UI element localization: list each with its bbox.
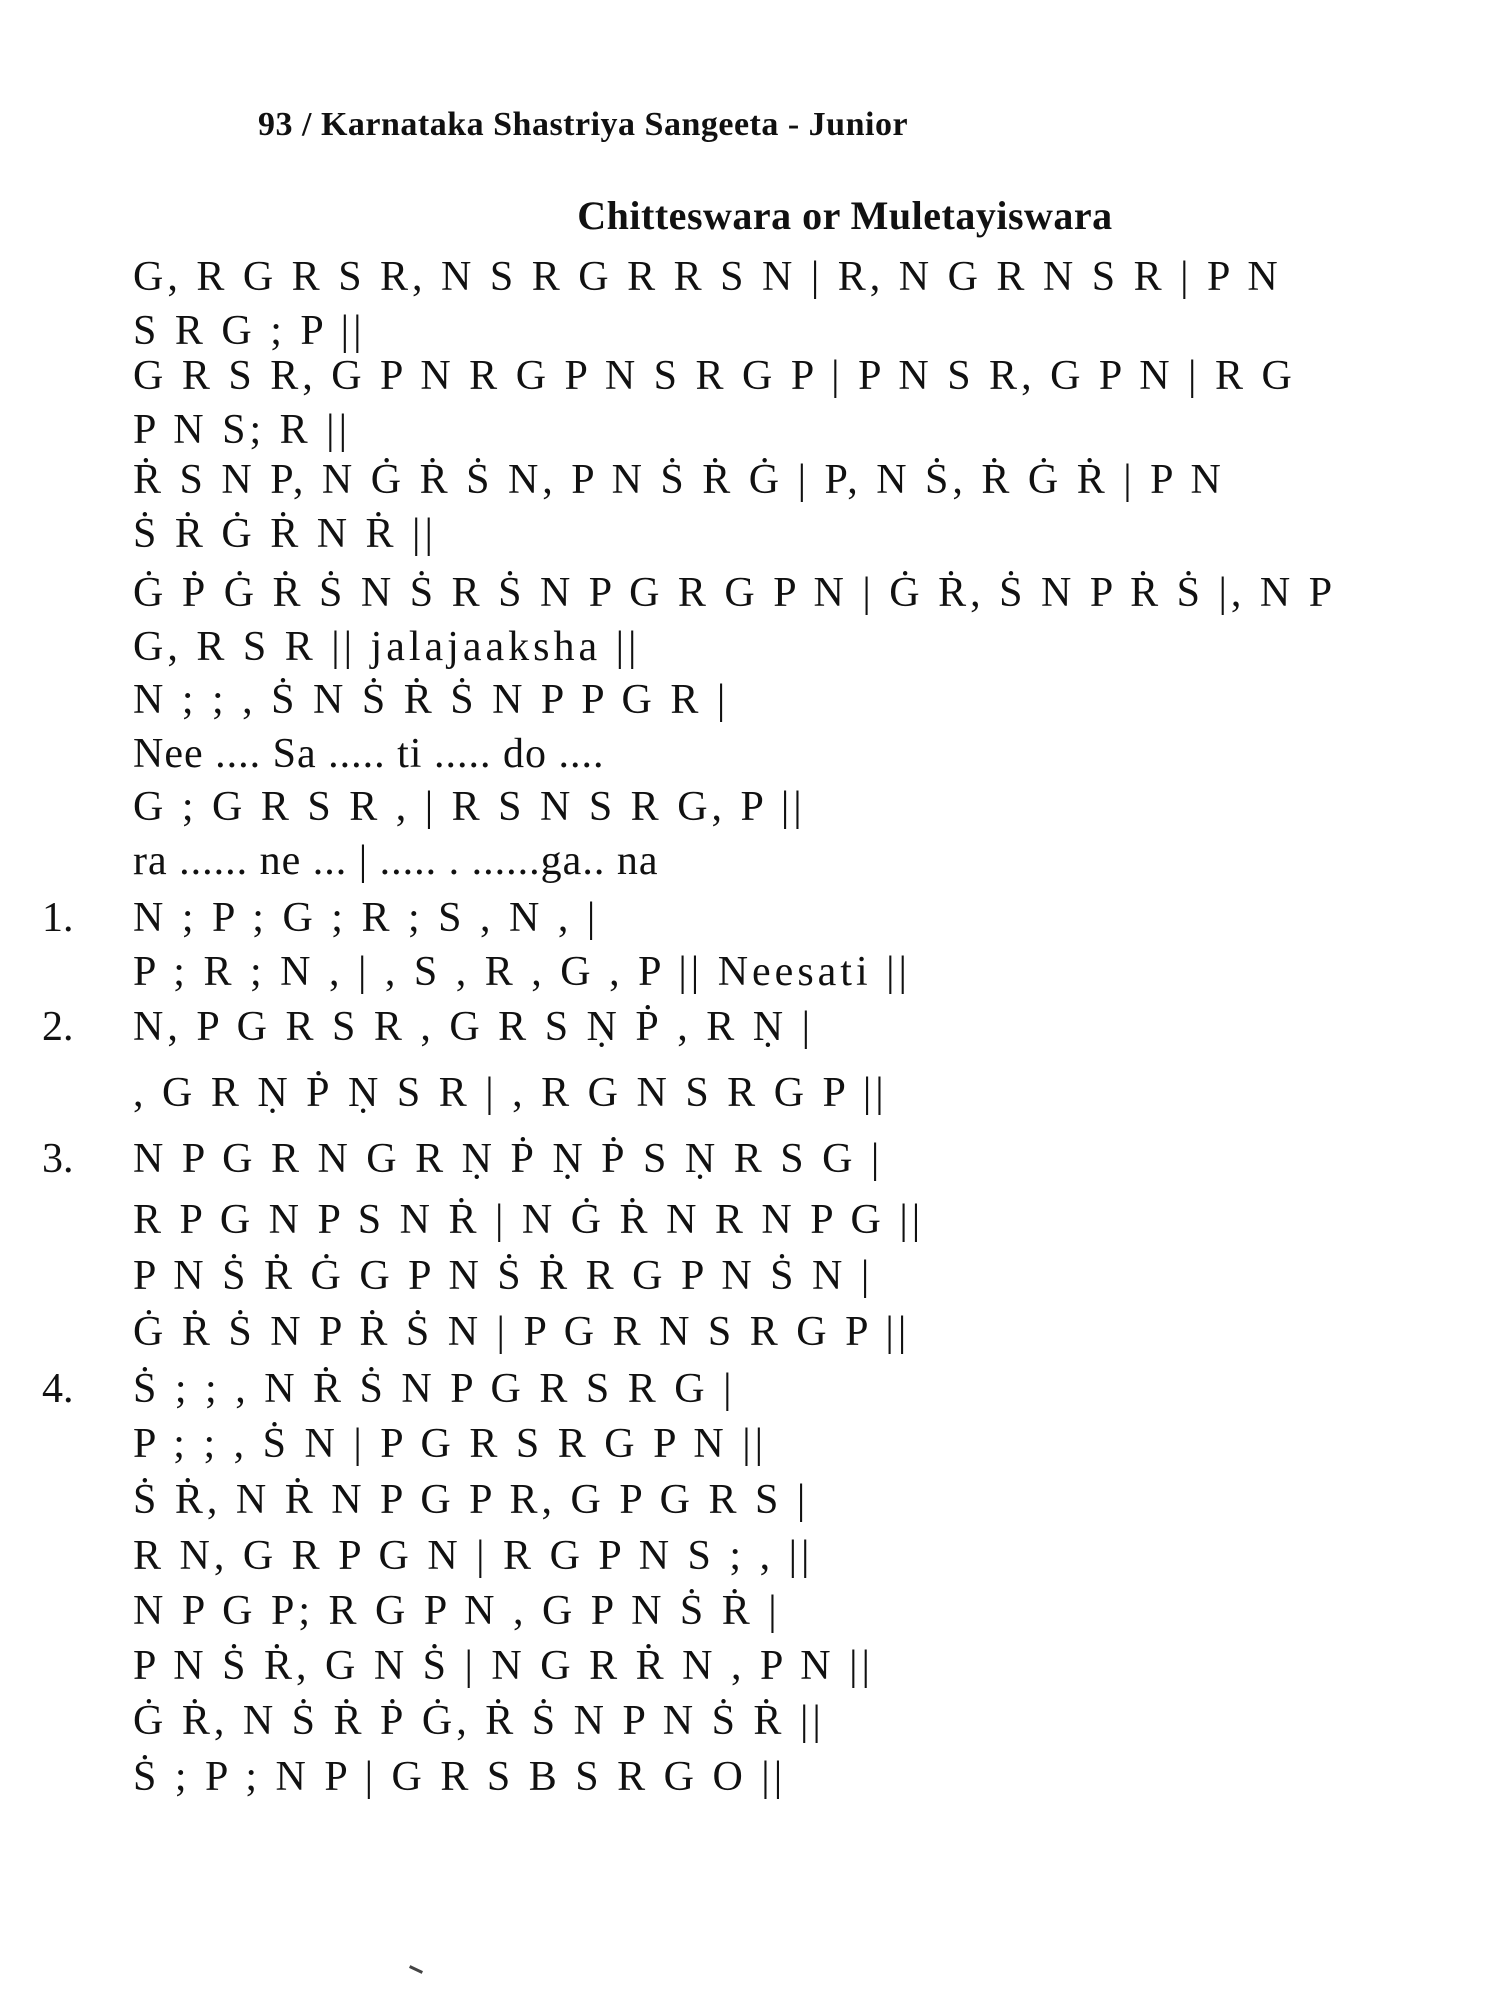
notation-line: Ṙ S N P, N Ġ Ṙ Ṡ N, P N Ṡ Ṙ Ġ | P, N Ṡ, Ṙ Ġ Ṙ | P N [133,457,1225,503]
lyric-line: Nee .... Sa ..... ti ..... do .... [133,731,605,777]
notation-line: P ; ; , Ṡ N | P G R S R G P N || [133,1421,768,1467]
notation-line: Ṡ ; ; , N Ṙ Ṡ N P G R S R G | [133,1366,736,1412]
notation-line: S R G ; P || [133,308,366,354]
notation-line: P N S; R || [133,407,351,453]
notation-line: Ġ Ṗ Ġ Ṙ Ṡ N Ṡ R Ṡ N P G R G P N | Ġ Ṙ, Ṡ N P Ṙ Ṡ |, N P [133,570,1337,616]
item-number: 4. [42,1366,74,1412]
notation-line: G, R G R S R, N S R G R R S N | R, N G R N S R | P N [133,254,1282,300]
notation-line: R N, G R P G N | R G P N S ; , || [133,1533,814,1579]
section-title: Chitteswara or Muletayiswara [577,193,1113,238]
notation-line: G ; G R S R , | R S N S R G, P || [133,784,806,830]
notation-line: G, R S R || jalajaaksha || [133,624,641,670]
notation-line: G R S R, G P N R G P N S R G P | P N S R, G P N | R G [133,353,1296,399]
scan-speck [409,1965,423,1974]
notation-line: N P G P; R G P N , G P N Ṡ Ṙ | [133,1588,781,1634]
notation-line: P ; R ; N , | , S , R , G , P || Neesati || [133,949,911,995]
notation-line: P N Ṡ Ṙ Ġ G P N Ṡ Ṙ R G P N Ṡ N | [133,1253,874,1299]
item-number: 1. [42,895,74,941]
notation-line: Ṡ ; P ; N P | G R S B S R G O || [133,1754,787,1800]
notation-line: Ṡ Ṙ, N Ṙ N P G P R, G P G R S | [133,1477,810,1523]
notation-line: Ṡ Ṙ Ġ Ṙ N Ṙ || [133,511,437,557]
notation-line: N, P G R S R , G R S Ṇ Ṗ , R Ṇ | [133,1004,814,1050]
item-number: 2. [42,1004,74,1050]
lyric-line: ra ...... ne ... | ..... . ......ga.. na [133,838,659,884]
notation-line: N P G R N G R Ṇ Ṗ Ṇ Ṗ S Ṇ R S G | [133,1136,884,1182]
notation-line: Ġ Ṙ, N Ṡ Ṙ Ṗ Ġ, Ṙ Ṡ N P N Ṡ Ṙ || [133,1698,825,1744]
running-head: 93 / Karnataka Shastriya Sangeeta - Junior [258,106,909,143]
notation-line: R P G N P S N Ṙ | N Ġ Ṙ N R N P G || [133,1197,925,1243]
notation-line: N ; P ; G ; R ; S , N , | [133,895,600,941]
notation-line: P N Ṡ Ṙ, G N Ṡ | N G R Ṙ N , P N || [133,1643,874,1689]
item-number: 3. [42,1136,74,1182]
notation-line: N ; ; , Ṡ N Ṡ Ṙ Ṡ N P P G R | [133,677,730,723]
notation-line: , G R Ṇ Ṗ Ṇ S R | , R G N S R G P || [133,1070,888,1116]
notation-line: Ġ Ṙ Ṡ N P Ṙ Ṡ N | P G R N S R G P || [133,1309,911,1355]
